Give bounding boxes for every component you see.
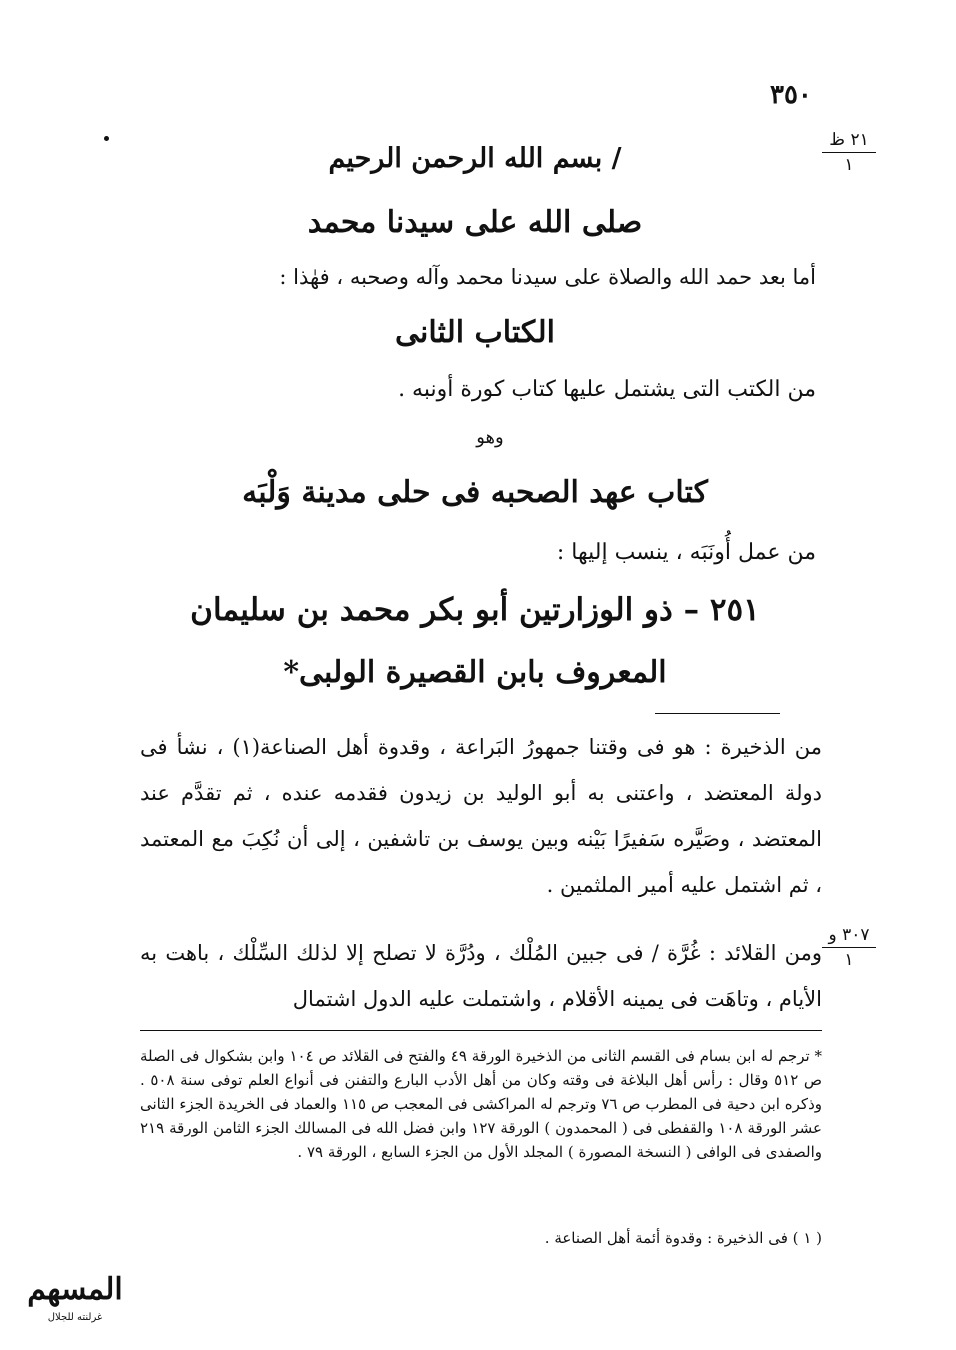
margin-note-sub: ١ (844, 155, 854, 175)
stray-dot (104, 136, 109, 141)
ahd-title: كتاب عهد الصحبه فى حلى مدينة وَلْبَه (242, 475, 708, 510)
amal-line: من عمل أُونَبَه ، ينسب إليها : (556, 540, 816, 565)
margin-note-sub: ١ (844, 950, 854, 970)
margin-note-ref: ٢١ ظ (829, 130, 869, 150)
margin-note-folio-21 (822, 130, 876, 175)
body-paragraph-dhakhira: من الذخيرة : هو فى وقتنا جمهورُ البَراعة ، وقدوة أهل الصناعة(١) ، نشأ فى دولة المعتضد ، واعتنى به أبو الوليد بن زيدون فقدمه عنده ، ثم تقدَّم عند المعتضد ، وصَيَّره سَفيرًا بَيْنه وبين يوسف بن تاشفين ، إلى أن نُكِبَ مع المعتمد ، ثم اشتمل عليه أمير الملثمين . (140, 735, 823, 897)
logo-tagline: غرلنته للجلال (47, 1312, 103, 1323)
section-rule (655, 713, 780, 714)
books-line: من الكتب التى يشتمل عليها كتاب كورة أونبه . (398, 377, 816, 402)
publisher-logo (10, 1270, 140, 1330)
footnote-separator (140, 1030, 822, 1031)
margin-note-ref: ٣٠٧ و (828, 925, 870, 945)
margin-note-rule (822, 947, 876, 948)
footnote-1: ( ١ ) فى الذخيرة : وقدوة أئمة أهل الصناعة . (544, 1229, 822, 1247)
footnote-star: * ترجم له ابن بسام فى القسم الثانى من الذخيرة الورقة ٤٩ والفتح فى القلائد ص ١٠٤ وابن بشكوال فى الصلة ص ٥١٢ وقال : رأس أهل البلاغة فى وقته وكان من أهل الأدب البارع والتفنن فى أنواع العلم توفى سنة ٥٠٨ . وذكره ابن دحية فى المطرب ص ٧٦ وترجم له المراكشى فى المعجب ص ١١٥ والعماد فى الخريدة الجزء الثانى عشر الورقة ١٠٨ والقفطى فى ( المحمدون ) الورقة ١٢٧ وابن فضل الله فى المسالك الجزء الثامن الورقة ٢١٩ والصفدى فى الوافى ( النسخة المصورة ) المجلد الأول من الجزء السابع ، الورقة ٧٩ . (140, 1047, 822, 1161)
margin-note-folio-307 (822, 925, 876, 970)
entry-subtitle: المعروف بابن القصيرة الولبى* (283, 655, 667, 690)
page-number: ٣٥٠ (770, 80, 812, 110)
body-paragraph-qalaid: ومن القلائد : غُرَّة / فى جبين المُلْك ، ودُرَّة لا تصلح إلا لذلك السِّلْك ، باهت به الأيام ، وتاهَت فى يمينه الأقلام ، واشتملت عليه الدول اشتمال (140, 941, 822, 1011)
book-title: الكتاب الثانى (395, 315, 555, 350)
wahuwa-line: وهو (476, 427, 504, 448)
entry-title: ٢٥١ – ذو الوزارتين أبو بكر محمد بن سليمان (190, 592, 760, 628)
logo-script: المسهم (27, 1272, 123, 1307)
salla-line: صلى الله على سيدنا محمد (307, 205, 643, 240)
basmala: / بسم الله الرحمن الرحيم (328, 143, 622, 174)
intro-line: أما بعد حمد الله والصلاة على سيدنا محمد وآله وصحبه ، فهٰذا : (279, 265, 816, 289)
margin-note-rule (822, 152, 876, 153)
